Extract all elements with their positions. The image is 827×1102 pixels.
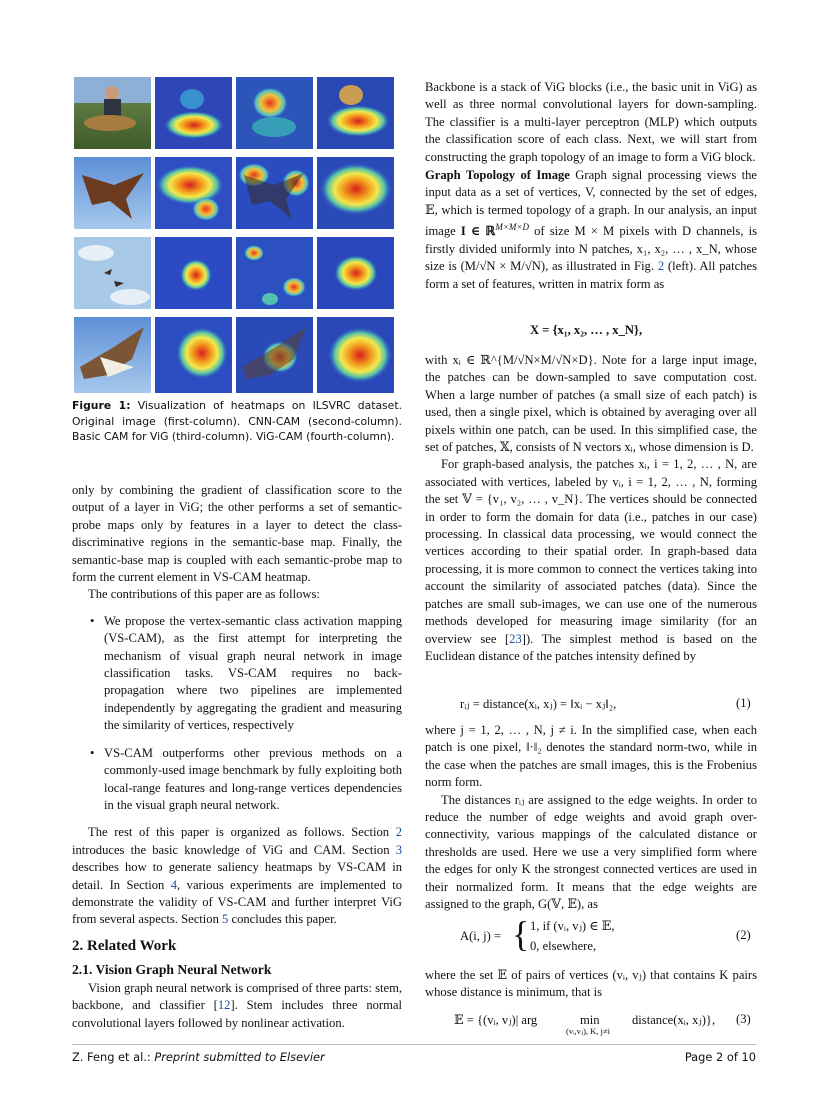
left-para-2: The contributions of this paper are as follows: <box>88 587 320 602</box>
right-para-2: Graph Topology of Image Graph signal processing views the input data as a set of vertices, V, connected by the set of edges, 𝔼, which is termed topology of a graph. In our analysis, an input image I ∈ ℝ$^{M\times M\times D}$ of size M × M pixels with D channels, is firstly divided uniformly into N patches, x₁, x₂, … , x_N, whose size is (M/√N × M/√N), as illustrated in Fig. 2 (left). All patches form a set of features, written in matrix form as <box>425 168 757 291</box>
bullet-icon: • <box>90 745 95 760</box>
equation-3-min: min <box>580 1013 600 1027</box>
right-para-6: The distances rᵢⱼ are assigned to the edge weights. In order to reduce the number of edge weights and avoid graph over-connectivity, various mappings of the calculated distance or thresholds are used. Here we use a very simplified form where the edges for only K the strongest connected vertices are used in their normalized form. It means that the edge weights are assigned to the graph, G(𝕍, 𝔼), as <box>425 792 757 912</box>
right-para-1: Backbone is a stack of ViG blocks (i.e., the basic unit in ViG) as well as three normal convolutional layers for down-sampling. The classifier is a multi-layer perceptron (MLP) which outputs the classification score of each class. Next, we will start from constructing the graph topology of an image to form a ViG block. <box>425 80 757 164</box>
figure-link[interactable]: 2 <box>657 259 665 274</box>
row-fisherman <box>74 77 394 149</box>
brace-icon: { <box>512 914 530 954</box>
contributions-list <box>72 613 402 814</box>
subsection-heading: 2.1. Vision Graph Neural Network <box>72 962 272 977</box>
equation-3-sub: (vᵢ,vⱼ), K, j≠i <box>566 1026 610 1036</box>
equation-number: (1) <box>736 696 751 710</box>
section-link[interactable]: 3 <box>395 842 402 857</box>
left-column-bottom <box>72 980 402 1032</box>
section-heading: 2. Related Work <box>72 938 177 954</box>
right-para-7: where the set 𝔼 of pairs of vertices (vᵢ, vⱼ) that contains K pairs whose distance is minimum, that is <box>425 968 757 1000</box>
left-para-1: only by combining the gradient of classification score to the output of a layer in ViG; the other performs a set of semantic-probe maps only by features in a layer to detect the class-discriminative regions in the semantic-base map. Finally, the semantic-base map is coupled with each semantic-probe map to form the current element in VS-CAM heatmap. <box>72 483 402 585</box>
equation-X: X = {x₁, x₂, … , x_N}, <box>530 323 643 337</box>
figure-caption-text: Visualization of heatmaps on ILSVRC dataset. Original image (first-column). CNN-CAM (second-column). Basic CAM for ViG (third-column). ViG-CAM (fourth-column). <box>72 399 402 444</box>
equation-number: (3) <box>736 1012 751 1026</box>
equation-2-case-1: 1, if (vᵢ, vⱼ) ∈ 𝔼, <box>530 919 615 933</box>
footer-rule <box>72 1044 756 1045</box>
left-para-3: The rest of this paper is organized as follows. Section 2 introduces the basic knowledge of ViG and CAM. Section 3 describes how to generate saliency heatmaps by VS-CAM in detail. In Section 4, various experiments are implemented to demonstrate the validity of VS-CAM and further interpret ViG from several aspects. Section 5 concludes this paper. <box>72 825 402 927</box>
equation-3-part-b: distance(xᵢ, xⱼ)}, <box>632 1013 716 1027</box>
list-item <box>72 745 402 815</box>
footer-authors: Z. Feng et al.: <box>72 1050 155 1064</box>
equation-1: rᵢⱼ = distance(xᵢ, xⱼ) = ‖xᵢ − xⱼ‖₂, <box>460 697 617 711</box>
citation-link[interactable]: 23 <box>509 631 522 646</box>
page-number: Page 2 of 10 <box>684 1050 756 1064</box>
right-column-end <box>425 967 757 1002</box>
left-para-4: Vision graph neural network is comprised of three parts: stem, backbone, and classifier [12]. Stem includes three normal convolutional layers followed by nonlinear activation. <box>72 981 403 1030</box>
section-link[interactable]: 4 <box>170 877 178 892</box>
right-para-3: with xᵢ ∈ ℝ^{M/√N×M/√N×D}. Note for a large input image, the patches can be down-sampled to save computation cost. When a large number of patches (a small size of each patch) is used, then a single pixel, which is obtained by averaging over all pixels within one patch, can be used. In this simplified case, the set of patches, 𝕏, consists of N vectors xᵢ, whose dimension is D. <box>425 353 757 455</box>
list-item <box>72 613 402 735</box>
equation-2-lhs: A(i, j) = <box>460 929 502 943</box>
row-small-birds <box>74 237 394 309</box>
bullet-icon: • <box>90 613 95 628</box>
right-column <box>425 79 757 293</box>
figure-label: Figure 1: <box>72 399 131 412</box>
paragraph-heading: Graph Topology of Image <box>425 168 570 183</box>
equation-2-case-2: 0, elsewhere, <box>530 939 597 953</box>
row-raptor <box>74 317 394 393</box>
section-link[interactable]: 5 <box>222 912 229 927</box>
right-para-5: where j = 1, 2, … , N, j ≠ i. In the simplified case, when each patch is one pixel, ‖·‖₂ denotes the standard norm-two, while in the case when the patches are small images, this is the Frobenius norm form. <box>425 723 757 790</box>
citation-link[interactable]: 12 <box>217 998 231 1013</box>
bullet-text: We propose the vertex-semantic class activation mapping (VS-CAM), as the first attempt for interpreting the mechanism of visual graph neural network in image classification tasks. VS-CAM requires no back-propagation where two pipelines are implemented independently by aggregating the gradient and measuring the similarity of vertices, respectively <box>104 613 402 733</box>
heatmap-grid-image <box>74 77 398 393</box>
equation-3-part-a: 𝔼 = {(vᵢ, vⱼ)| arg <box>454 1013 538 1027</box>
section-link[interactable]: 2 <box>395 825 402 840</box>
right-column-mid <box>425 352 757 665</box>
footer-venue: Preprint submitted to Elsevier <box>154 1050 325 1064</box>
figure-caption <box>72 398 402 445</box>
right-para-4: For graph-based analysis, the patches xᵢ, i = 1, 2, … , N, are associated with vertices, labeled by vᵢ, i = 1, 2, … , N, forming the set 𝕍 = {v₁, v₂, … , v_N}. The vertices should be connected in order to form the domain for data (i.e., patches in our case) processing. In classical data processing, we would connect the vertices according to their spatial order. In graph-based data processing, it is more common to connect the vertices taking into account the similarity of associated patches (data). Since the patches are small sub-images, we can use one of the numerous methods developed for measuring image similarity (for an overview see [23]). The simplest method is based on the Euclidean distance of the patches intensity defined by <box>425 457 757 663</box>
bullet-text: VS-CAM outperforms other previous methods on a commonly-used image benchmark by fully exploiting both local-range features and long-range vertices dependencies in the visual graph neural network. <box>104 745 402 812</box>
row-kite <box>74 157 394 229</box>
page-footer <box>72 1050 756 1064</box>
equation-number: (2) <box>736 928 751 942</box>
right-column-lower <box>425 722 757 913</box>
figure-heatmap-grid <box>74 77 398 393</box>
left-column <box>72 482 402 929</box>
